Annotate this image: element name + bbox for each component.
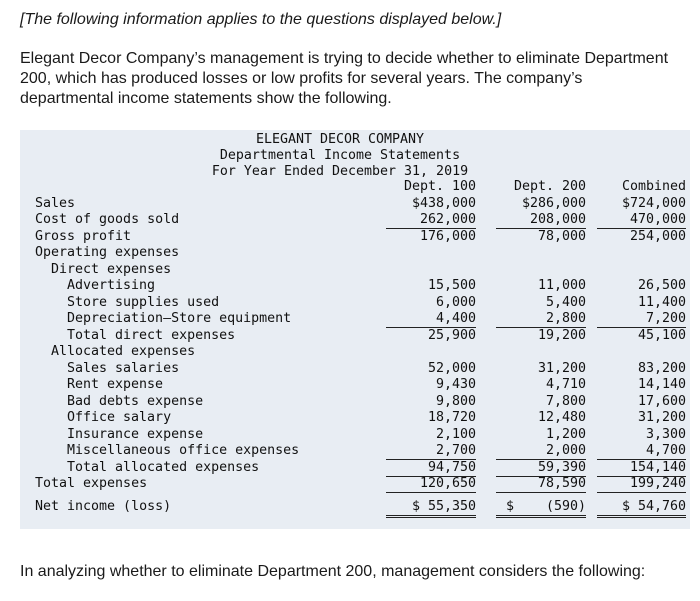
table-row xyxy=(20,443,690,459)
cell-dept200: 12,480 xyxy=(537,410,586,425)
cell-combined: $ 54,760 xyxy=(597,499,686,518)
cell-combined: 11,400 xyxy=(637,294,686,310)
cell-combined: 4,700 xyxy=(597,443,686,460)
row-label: Gross profit xyxy=(35,228,132,244)
statement-company: ELEGANT DECOR COMPANY xyxy=(255,132,425,147)
cell-combined: 45,100 xyxy=(637,327,686,343)
row-label: Direct expenses xyxy=(51,261,172,277)
cell-combined: 31,200 xyxy=(637,410,686,425)
cell-dept200: $ (590) xyxy=(496,499,586,518)
row-label: Insurance expense xyxy=(67,426,204,442)
cell-dept100: 9,430 xyxy=(435,377,476,392)
cell-dept200: 31,200 xyxy=(537,360,586,376)
cell-dept100: 2,100 xyxy=(435,426,476,442)
cell-dept100: 176,000 xyxy=(419,228,476,244)
row-label: Total allocated expenses xyxy=(67,459,260,475)
cell-dept200: 19,200 xyxy=(537,327,586,343)
cell-dept200: 7,800 xyxy=(545,393,586,409)
cell-combined: 7,200 xyxy=(597,311,686,328)
row-label: Allocated expenses xyxy=(51,344,196,359)
cell-combined: $724,000 xyxy=(621,195,686,211)
row-label: Bad debts expense xyxy=(67,393,204,409)
statement-period: For Year Ended December 31, 2019 xyxy=(211,164,469,179)
table-row xyxy=(20,196,690,212)
table-row xyxy=(20,427,690,443)
cell-dept200: 4,710 xyxy=(545,377,586,392)
table-row xyxy=(20,245,690,261)
table-row xyxy=(20,278,690,294)
table-row xyxy=(20,262,690,278)
cell-dept200: 59,390 xyxy=(496,460,586,477)
cell-dept200: 1,200 xyxy=(545,426,586,442)
table-row xyxy=(20,410,690,426)
row-label: Total expenses xyxy=(35,476,148,491)
table-row xyxy=(20,295,690,311)
col-header-dept200: Dept. 200 xyxy=(513,179,586,194)
cell-dept100: 2,700 xyxy=(386,443,476,460)
cell-dept200: 2,000 xyxy=(496,443,586,460)
closing-text: In analyzing whether to eliminate Department 200, management considers the following: xyxy=(20,563,646,580)
cell-dept100: 9,800 xyxy=(435,393,476,409)
row-label: Store supplies used xyxy=(67,294,220,310)
row-label: Advertising xyxy=(67,278,156,293)
cell-dept100: $438,000 xyxy=(411,195,476,211)
cell-dept100: 18,720 xyxy=(427,410,476,425)
row-label: Sales xyxy=(35,195,76,211)
table-row xyxy=(20,361,690,377)
table-row xyxy=(20,212,690,228)
column-header-row xyxy=(20,179,690,195)
cell-dept200: 78,590 xyxy=(496,476,586,493)
row-label: Office salary xyxy=(67,410,172,425)
cell-combined: 14,140 xyxy=(637,377,686,392)
cell-dept100: 25,900 xyxy=(427,327,476,343)
table-row xyxy=(20,377,690,393)
table-row xyxy=(20,344,690,360)
row-label: Depreciation—Store equipment xyxy=(67,311,292,326)
cell-dept100: 120,650 xyxy=(386,476,476,493)
cell-dept100: 52,000 xyxy=(427,360,476,376)
table-row xyxy=(20,311,690,327)
cell-dept100: 4,400 xyxy=(386,311,476,328)
cell-dept100: 6,000 xyxy=(435,294,476,310)
row-label: Operating expenses xyxy=(35,245,180,260)
instructions-note: [The following information applies to the questions displayed below.] xyxy=(20,11,502,28)
cell-dept200: 78,000 xyxy=(537,228,586,244)
cell-combined: 83,200 xyxy=(637,360,686,376)
row-label: Sales salaries xyxy=(67,360,180,376)
statement-title: Departmental Income Statements xyxy=(219,148,461,163)
col-header-combined: Combined xyxy=(621,179,686,194)
row-label: Miscellaneous office expenses xyxy=(67,443,300,458)
table-row xyxy=(20,229,690,245)
row-label: Total direct expenses xyxy=(67,327,236,343)
cell-dept100: 94,750 xyxy=(386,460,476,477)
row-label: Cost of goods sold xyxy=(35,212,180,227)
cell-dept100: $ 55,350 xyxy=(386,499,476,518)
table-row xyxy=(20,394,690,410)
table-row xyxy=(20,476,690,492)
cell-combined: 17,600 xyxy=(637,393,686,409)
cell-dept100: 15,500 xyxy=(427,278,476,293)
table-row xyxy=(20,328,690,344)
cell-combined: 470,000 xyxy=(597,212,686,229)
cell-combined: 199,240 xyxy=(597,476,686,493)
col-header-dept100: Dept. 100 xyxy=(403,179,476,194)
cell-dept100: 262,000 xyxy=(386,212,476,229)
cell-dept200: 11,000 xyxy=(537,278,586,293)
income-statement xyxy=(20,130,690,529)
row-label: Net income (loss) xyxy=(35,499,172,514)
cell-dept200: 208,000 xyxy=(496,212,586,229)
cell-dept200: 2,800 xyxy=(496,311,586,328)
table-row xyxy=(20,460,690,476)
table-row xyxy=(20,499,690,515)
cell-dept200: 5,400 xyxy=(545,294,586,310)
row-label: Rent expense xyxy=(67,377,164,392)
cell-combined: 154,140 xyxy=(597,460,686,477)
cell-combined: 254,000 xyxy=(629,228,686,244)
cell-dept200: $286,000 xyxy=(521,195,586,211)
problem-description: Elegant Decor Company’s management is trying to decide whether to eliminate Department 200, which has produced losses or low profits for several years. The company’s departmental income statements show the following. xyxy=(20,50,669,107)
cell-combined: 26,500 xyxy=(637,278,686,293)
cell-combined: 3,300 xyxy=(645,426,686,442)
